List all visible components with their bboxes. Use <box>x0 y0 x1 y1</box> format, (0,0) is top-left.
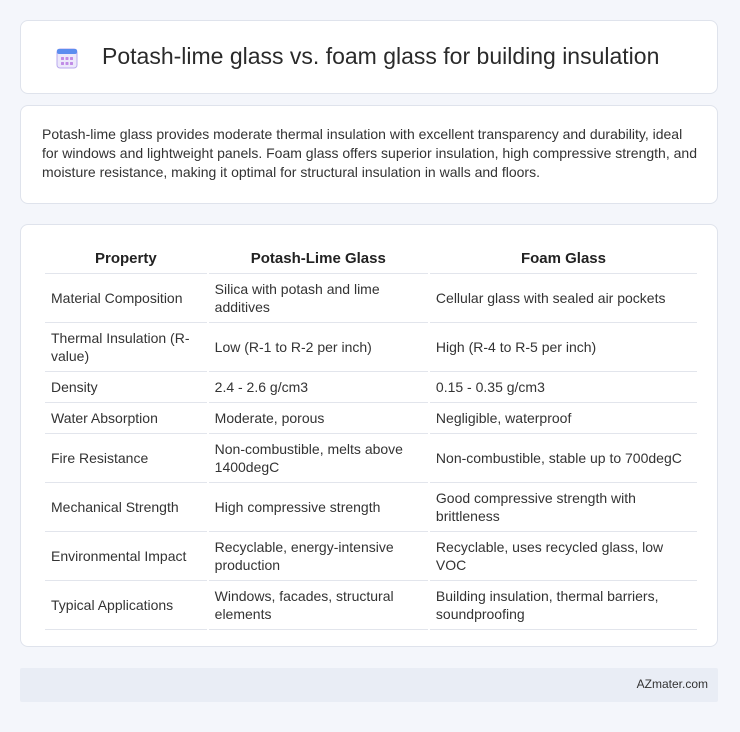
summary-card <box>20 105 718 204</box>
table-row <box>45 434 697 483</box>
foam-value: Cellular glass with sealed air pockets <box>430 274 697 323</box>
comparison-table-card <box>20 224 718 647</box>
row-label: Typical Applications <box>45 581 207 630</box>
potash-lime-value: 2.4 - 2.6 g/cm3 <box>209 372 428 403</box>
foam-value: Recyclable, uses recycled glass, low VOC <box>430 532 697 581</box>
row-label: Material Composition <box>45 274 207 323</box>
footer-bar <box>20 668 718 702</box>
table-row <box>45 532 697 581</box>
table-row <box>45 483 697 532</box>
page-title: Potash-lime glass vs. foam glass for building insulation <box>102 43 660 69</box>
foam-value: Good compressive strength with brittleness <box>430 483 697 532</box>
row-label: Environmental Impact <box>45 532 207 581</box>
table-row <box>45 403 697 434</box>
foam-value: Non-combustible, stable up to 700degC <box>430 434 697 483</box>
potash-lime-value: High compressive strength <box>209 483 428 532</box>
potash-lime-value: Windows, facades, structural elements <box>209 581 428 630</box>
table-row <box>45 372 697 403</box>
foam-value: Building insulation, thermal barriers, soundproofing <box>430 581 697 630</box>
column-header-foam: Foam Glass <box>430 243 697 274</box>
row-label: Mechanical Strength <box>45 483 207 532</box>
row-label: Fire Resistance <box>45 434 207 483</box>
table-header-row <box>45 243 697 274</box>
potash-lime-value: Silica with potash and lime additives <box>209 274 428 323</box>
footer-site-link[interactable]: AZmater.com <box>636 677 708 691</box>
potash-lime-value: Low (R-1 to R-2 per inch) <box>209 323 428 372</box>
potash-lime-value: Recyclable, energy-intensive production <box>209 532 428 581</box>
foam-value: High (R-4 to R-5 per inch) <box>430 323 697 372</box>
table-row <box>45 323 697 372</box>
row-label: Water Absorption <box>45 403 207 434</box>
table-row <box>45 274 697 323</box>
potash-lime-value: Moderate, porous <box>209 403 428 434</box>
row-label: Density <box>45 372 207 403</box>
column-header-property: Property <box>45 243 207 274</box>
row-label: Thermal Insulation (R-value) <box>45 323 207 372</box>
summary-text: Potash-lime glass provides moderate thermal insulation with excellent transparency and durability, ideal for windows and lightweight panels. Foam glass offers superior insulation, high compressive strength, and moisture resistance, making it optimal for structural insulation in walls and floors. <box>42 126 697 180</box>
foam-value: Negligible, waterproof <box>430 403 697 434</box>
potash-lime-value: Non-combustible, melts above 1400degC <box>209 434 428 483</box>
header-card <box>20 20 718 94</box>
comparison-table <box>43 243 699 630</box>
column-header-potash-lime: Potash-Lime Glass <box>209 243 428 274</box>
calendar-icon <box>55 46 79 70</box>
foam-value: 0.15 - 0.35 g/cm3 <box>430 372 697 403</box>
table-row <box>45 581 697 630</box>
